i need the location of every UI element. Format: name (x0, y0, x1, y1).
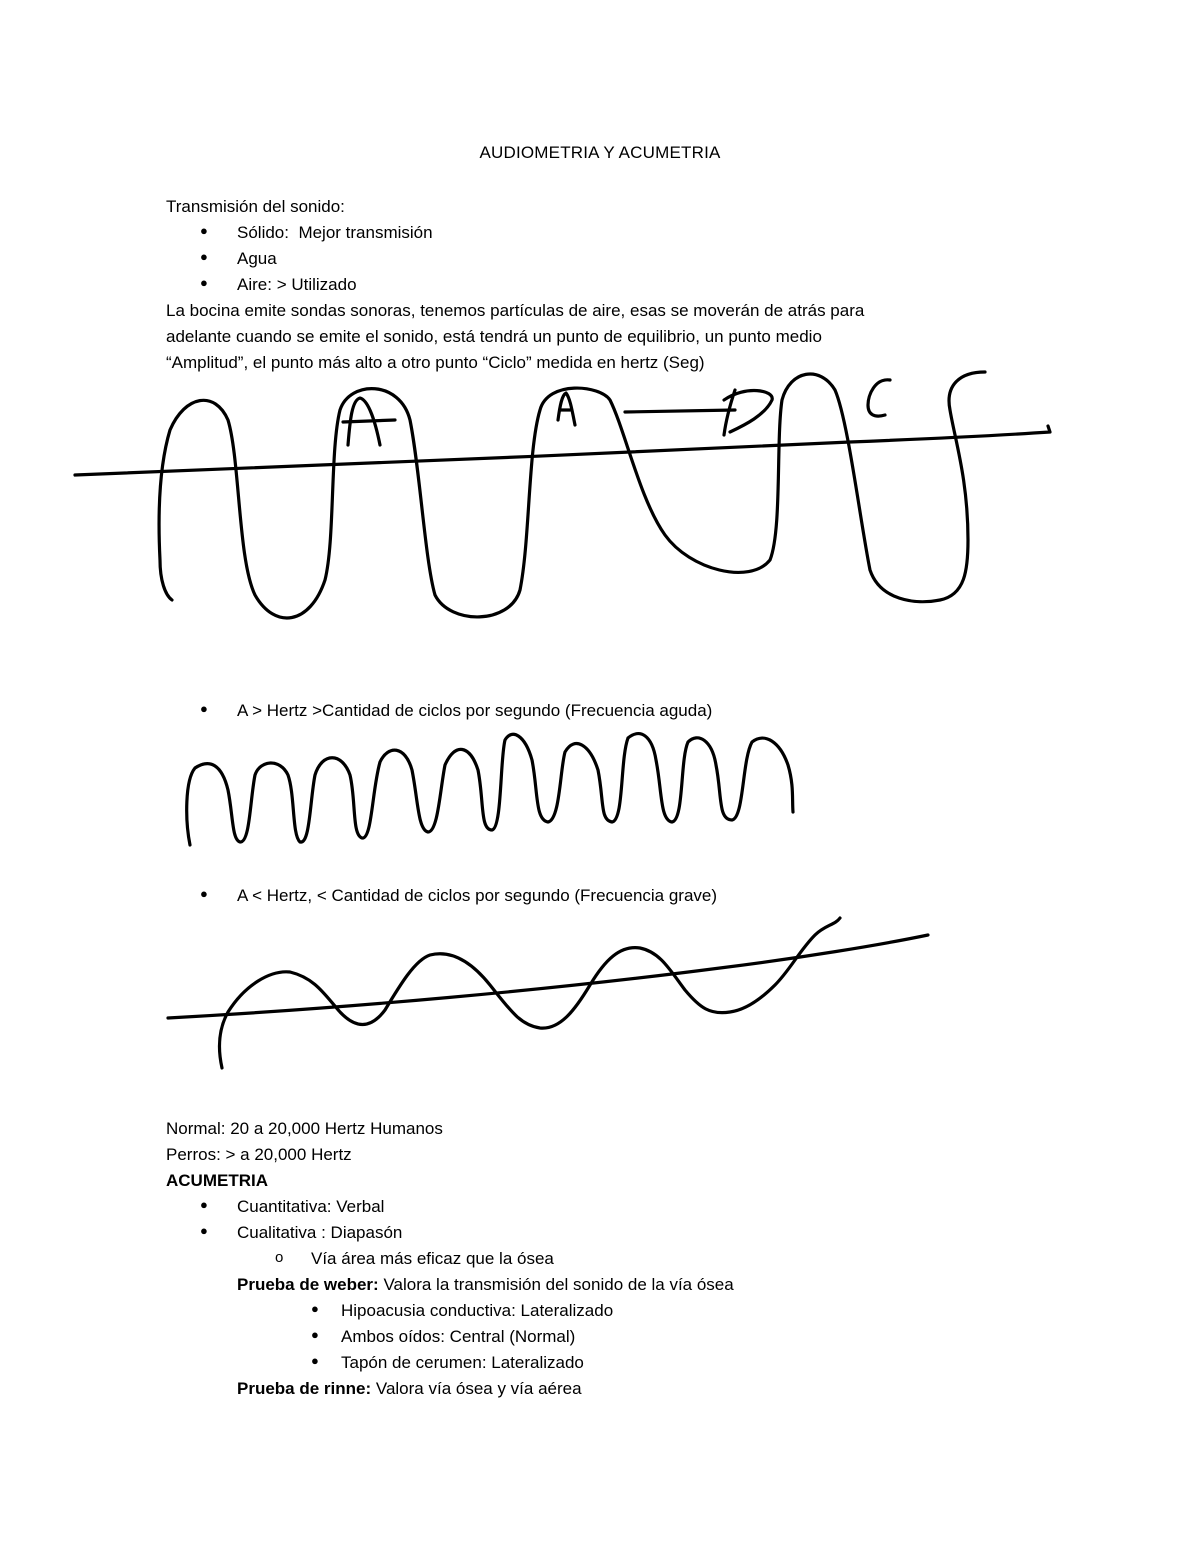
bullet-icon: ● (200, 275, 208, 290)
bullet-icon: ● (200, 1223, 208, 1238)
bullet-icon: ● (200, 249, 208, 264)
rango-normal: Normal: 20 a 20,000 Hertz Humanos (166, 1119, 443, 1138)
frecuencia-aguda: A > Hertz >Cantidad de ciclos por segundo (Frecuencia aguda) (237, 701, 713, 720)
list-item-agua: Agua (237, 249, 277, 268)
document-title: AUDIOMETRIA Y ACUMETRIA (479, 143, 721, 162)
transmision-heading: Transmisión del sonido: (166, 197, 345, 216)
rango-perros: Perros: > a 20,000 Hertz (166, 1145, 352, 1164)
paragraph-line-2: adelante cuando se emite el sonido, está tendrá un punto de equilibrio, un punto medio (166, 327, 822, 346)
weber-item-hipoacusia: Hipoacusia conductiva: Lateralizado (341, 1301, 614, 1320)
paragraph-line-1: La bocina emite sondas sonoras, tenemos partículas de aire, esas se moverán de atrás para (166, 301, 865, 320)
acumetria-item-cuantitativa: Cuantitativa: Verbal (237, 1197, 385, 1216)
bullet-icon: ● (311, 1327, 319, 1342)
bullet-icon: ● (200, 223, 208, 238)
weber-item-ambos: Ambos oídos: Central (Normal) (341, 1327, 576, 1346)
circle-bullet-icon: o (275, 1249, 284, 1266)
list-item-solido: Sólido: Mejor transmisión (237, 223, 433, 242)
bullet-icon: ● (200, 701, 208, 716)
bullet-icon: ● (311, 1301, 319, 1316)
acumetria-subitem: Vía área más eficaz que la ósea (311, 1249, 554, 1268)
frecuencia-grave: A < Hertz, < Cantidad de ciclos por segundo (Frecuencia grave) (237, 886, 718, 905)
acumetria-item-cualitativa: Cualitativa : Diapasón (237, 1223, 403, 1242)
prueba-rinne: Prueba de rinne: Valora vía ósea y vía aérea (237, 1379, 582, 1398)
bullet-icon: ● (200, 886, 208, 901)
acumetria-heading: ACUMETRIA (166, 1171, 268, 1190)
bullet-icon: ● (311, 1353, 319, 1368)
weber-item-tapon: Tapón de cerumen: Lateralizado (341, 1353, 584, 1372)
prueba-weber: Prueba de weber: Valora la transmisión del sonido de la vía ósea (237, 1275, 734, 1294)
bullet-icon: ● (200, 1197, 208, 1212)
list-item-aire: Aire: > Utilizado (237, 275, 357, 294)
paragraph-line-3: “Amplitud”, el punto más alto a otro punto “Ciclo” medida en hertz (Seg) (166, 353, 705, 372)
